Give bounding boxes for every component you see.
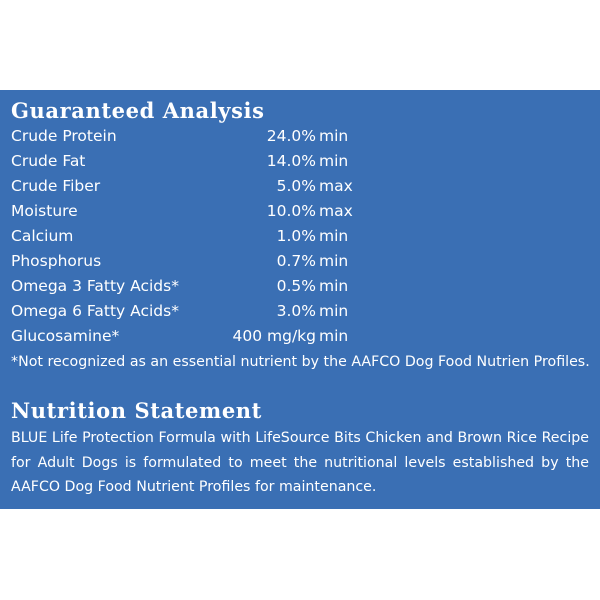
nutrition-panel — [0, 90, 600, 509]
nutrient-name: Phosphorus — [11, 252, 102, 270]
nutrient-value: 24.0% — [266, 127, 316, 145]
analysis-footnote: *Not recognized as an essential nutrient by the AAFCO Dog Food Nutrien Profiles. — [11, 354, 590, 370]
analysis-row — [11, 127, 411, 152]
nutrient-value: 14.0% — [266, 152, 316, 170]
nutrient-value: 0.5% — [276, 277, 316, 295]
nutrient-unit: min — [319, 327, 349, 345]
nutrient-value: 10.0% — [266, 202, 316, 220]
nutrient-value: 400 mg/kg — [232, 327, 316, 345]
analysis-row — [11, 177, 411, 202]
nutrient-value: 1.0% — [276, 227, 316, 245]
nutrient-name: Crude Fat — [11, 152, 86, 170]
nutrition-statement-heading: Nutrition Statement — [11, 398, 262, 423]
nutrient-name: Omega 3 Fatty Acids* — [11, 277, 179, 295]
nutrient-name: Calcium — [11, 227, 74, 245]
nutrient-unit: min — [319, 227, 349, 245]
analysis-row — [11, 152, 411, 177]
nutrient-unit: max — [319, 202, 353, 220]
nutrient-unit: max — [319, 177, 353, 195]
nutrient-name: Crude Protein — [11, 127, 117, 145]
nutrition-statement-text: BLUE Life Protection Formula with LifeSource Bits Chicken and Brown Rice Recipe for Adult Dogs is formulated to meet the nutritional levels established by the AAFCO Dog Food Nutrient Profiles for maintenance. — [11, 430, 589, 495]
nutrient-unit: min — [319, 252, 349, 270]
guaranteed-analysis-heading: Guaranteed Analysis — [11, 98, 265, 123]
nutrient-unit: min — [319, 152, 349, 170]
nutrient-value: 3.0% — [276, 302, 316, 320]
analysis-row — [11, 202, 411, 227]
nutrient-unit: min — [319, 277, 349, 295]
analysis-row — [11, 252, 411, 277]
nutrient-value: 5.0% — [276, 177, 316, 195]
nutrient-name: Omega 6 Fatty Acids* — [11, 302, 179, 320]
analysis-row — [11, 302, 411, 327]
analysis-row — [11, 277, 411, 302]
nutrient-name: Glucosamine* — [11, 327, 120, 345]
nutrient-unit: min — [319, 127, 349, 145]
nutrient-name: Moisture — [11, 202, 78, 220]
nutrient-name: Crude Fiber — [11, 177, 101, 195]
nutrient-value: 0.7% — [276, 252, 316, 270]
analysis-row — [11, 227, 411, 252]
analysis-row — [11, 327, 411, 352]
nutrient-unit: min — [319, 302, 349, 320]
